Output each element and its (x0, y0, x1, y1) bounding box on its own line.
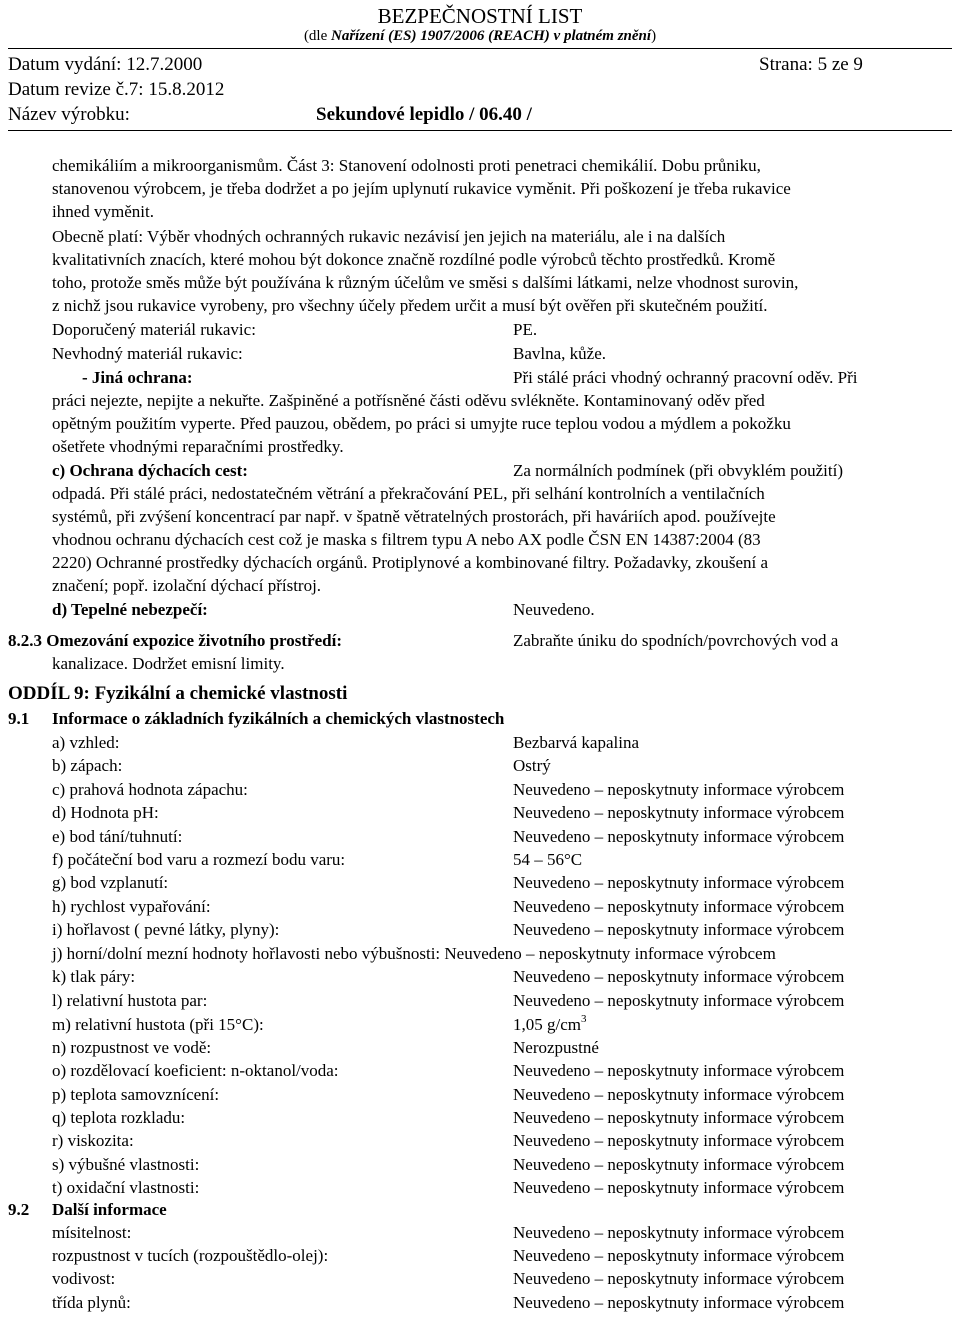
unsuitable-glove-value: Bavlna, kůže. (513, 344, 606, 363)
property-label: g) bod vzplanutí: (52, 873, 169, 893)
property-value: 54 – 56°C (513, 850, 583, 869)
property-value: Neuvedeno – neposkytnuty informace výrobcem (513, 826, 845, 846)
respiratory-protection-value: Za normálních podmínek (při obvyklém použití) (513, 461, 844, 480)
property-label: d) Hodnota pH: (52, 803, 159, 823)
thermal-hazard-label: d) Tepelné nebezpečí: (52, 600, 208, 619)
recommended-glove-label: Doporučený materiál rukavic: (52, 320, 256, 339)
header-bottom-divider (8, 130, 952, 131)
property-value: Neuvedeno – neposkytnuty informace výrobcem (513, 1061, 845, 1081)
property-label: b) zápach: (52, 756, 123, 776)
other-protection-label: - Jiná ochrana: (82, 368, 193, 387)
property-value: Neuvedeno – neposkytnuty informace výrobcem (513, 1084, 845, 1104)
text-line: odpadá. Při stálé práci, nedostatečném větrání a překračování PEL, při selhání kontrolních a ventilačních (52, 484, 765, 503)
property-value: Neuvedeno – neposkytnuty informace výrobcem (513, 873, 845, 893)
property-label: o) rozdělovací koeficient: n-oktanol/voda: (52, 1061, 339, 1081)
text-line: chemikáliím a mikroorganismům. Část 3: Stanovení odolnosti proti penetraci chemikálií. Dobu průniku, (52, 156, 761, 175)
product-name: Sekundové lepidlo / 06.40 / (316, 104, 532, 125)
relative-density-value (513, 1013, 587, 1036)
subsection-number: 9.1 (8, 709, 30, 728)
property-value: Bezbarvá kapalina (513, 733, 640, 752)
flammability-limits-line: j) horní/dolní mezní hodnoty hořlavosti nebo výbušnosti: Neuvedeno – neposkytnuty informace výrobcem (52, 944, 776, 963)
text-line: ošetřete vhodnými reparačními prostředky. (52, 437, 344, 456)
environmental-exposure-label: 8.2.3 Omezování expozice životního prostředí: (8, 631, 342, 650)
environmental-exposure-value: Zabraňte úniku do spodních/povrchových vod a (513, 631, 839, 650)
recommended-glove-value: PE. (513, 320, 538, 339)
property-value: Neuvedeno – neposkytnuty informace výrobcem (513, 1246, 845, 1266)
property-label: k) tlak páry: (52, 967, 136, 986)
property-value: Ostrý (513, 756, 551, 776)
text-line: práci nejezte, nepijte a nekuřte. Zašpiněné a potřísněné části oděvu svlékněte. Kontaminovaný oděv před (52, 391, 765, 410)
subtitle-regulation: Nařízení (ES) 1907/2006 (REACH) v platném znění (331, 28, 652, 44)
header-divider (8, 48, 952, 49)
text-line: kanalizace. Dodržet emisní limity. (52, 654, 285, 673)
property-label: f) počáteční bod varu a rozmezí bodu varu: (52, 850, 346, 869)
property-label: r) viskozita: (52, 1131, 134, 1151)
property-value: Neuvedeno – neposkytnuty informace výrobcem (513, 1292, 845, 1312)
respiratory-protection-label: c) Ochrana dýchacích cest: (52, 461, 248, 480)
text-line: systémů, při zvýšení koncentrací par např. v špatně větratelných prostorách, při haváriích apod. používejte (52, 507, 776, 526)
property-value: Neuvedeno – neposkytnuty informace výrobcem (513, 803, 845, 823)
property-value: Neuvedeno – neposkytnuty informace výrobcem (513, 1223, 845, 1242)
property-label: n) rozpustnost ve vodě: (52, 1038, 212, 1057)
property-label: třída plynů: (52, 1292, 131, 1312)
text-line: značení; popř. izolační dýchací přístroj. (52, 576, 322, 595)
regulation-subtitle (0, 27, 960, 46)
property-value: Neuvedeno – neposkytnuty informace výrobcem (513, 779, 845, 799)
text-line: toho, protože směs může být používána k různým účelům ve směsi s dalšími látkami, nelze vhodnost surovin, (52, 273, 799, 292)
text-line: ihned vyměnit. (52, 202, 154, 221)
property-value: Nerozpustné (513, 1038, 599, 1057)
subsection-number: 9.2 (8, 1200, 30, 1219)
product-label: Název výrobku: (8, 104, 130, 125)
property-label: a) vzhled: (52, 733, 120, 752)
property-value: Neuvedeno – neposkytnuty informace výrobcem (513, 990, 845, 1010)
text-line: kvalitativních znacích, které mohou být dokonce značně rozdílné podle výrobců těchto prostředků. Kromě (52, 250, 776, 269)
subsection-title: Další informace (52, 1200, 167, 1219)
text-line: z nichž jsou rukavice vyrobeny, pro všechny účely předem určit a musí být ověřen při skutečném použití. (52, 296, 768, 315)
property-value: Neuvedeno – neposkytnuty informace výrobcem (513, 896, 845, 916)
property-label: h) rychlost vypařování: (52, 896, 211, 916)
property-label: c) prahová hodnota zápachu: (52, 779, 248, 799)
property-label: i) hořlavost ( pevné látky, plyny): (52, 920, 280, 940)
subsection-title: Informace o základních fyzikálních a chemických vlastnostech (52, 709, 505, 728)
revision-date: Datum revize č.7: 15.8.2012 (8, 79, 225, 100)
relative-density-label: m) relativní hustota (při 15°C): (52, 1015, 264, 1034)
property-label: t) oxidační vlastnosti: (52, 1177, 200, 1197)
property-label: vodivost: (52, 1269, 116, 1289)
document-title: BEZPEČNOSTNÍ LIST (377, 4, 583, 28)
property-label: l) relativní hustota par: (52, 990, 208, 1010)
subtitle-suffix: ) (651, 28, 657, 44)
unsuitable-glove-label: Nevhodný materiál rukavic: (52, 344, 243, 363)
property-label: e) bod tání/tuhnutí: (52, 826, 183, 846)
text-line: vhodnou ochranu dýchacích cest což je maska s filtrem typu A nebo AX podle ČSN EN 14387:2004 (83 (52, 530, 761, 549)
property-label: p) teplota samovznícení: (52, 1084, 220, 1104)
density-number: 1,05 g/cm (513, 1015, 581, 1034)
text-line: Obecně platí: Výběr vhodných ochranných rukavic nezávisí jen jejich na materiálu, ale i na dalších (52, 227, 726, 246)
property-label: q) teplota rozkladu: (52, 1107, 186, 1127)
thermal-hazard-value: Neuvedeno. (513, 600, 595, 619)
property-value: Neuvedeno – neposkytnuty informace výrobcem (513, 1269, 845, 1289)
property-label: mísitelnost: (52, 1223, 132, 1242)
property-label: rozpustnost v tucích (rozpouštědlo-olej): (52, 1246, 329, 1266)
property-value: Neuvedeno – neposkytnuty informace výrobcem (513, 920, 845, 940)
issue-date: Datum vydání: 12.7.2000 (8, 54, 203, 75)
property-value: Neuvedeno – neposkytnuty informace výrobcem (513, 967, 845, 986)
property-label: s) výbušné vlastnosti: (52, 1154, 200, 1174)
property-value: Neuvedeno – neposkytnuty informace výrobcem (513, 1177, 845, 1197)
property-value: Neuvedeno – neposkytnuty informace výrobcem (513, 1107, 845, 1127)
property-value: Neuvedeno – neposkytnuty informace výrobcem (513, 1154, 845, 1174)
section-9-title: ODDÍL 9: Fyzikální a chemické vlastnosti (8, 683, 348, 704)
density-exponent: 3 (581, 1013, 587, 1026)
text-line: stanovenou výrobcem, je třeba dodržet a po jejím uplynutí rukavice vyměnit. Při poškození je třeba rukavice (52, 179, 791, 198)
other-protection-value: Při stálé práci vhodný ochranný pracovní oděv. Při (513, 368, 858, 387)
text-line: 2220) Ochranné prostředky dýchacích orgánů. Protiplynové a kombinované filtry. Požadavky, zkoušení a (52, 553, 769, 572)
text-line: opětným použitím vyperte. Před pauzou, obědem, po práci si umyjte ruce teplou vodou a mýdlem a pokožku (52, 414, 791, 433)
page-number: Strana: 5 ze 9 (759, 54, 863, 75)
subtitle-prefix: (dle (303, 28, 332, 44)
property-value: Neuvedeno – neposkytnuty informace výrobcem (513, 1131, 845, 1151)
